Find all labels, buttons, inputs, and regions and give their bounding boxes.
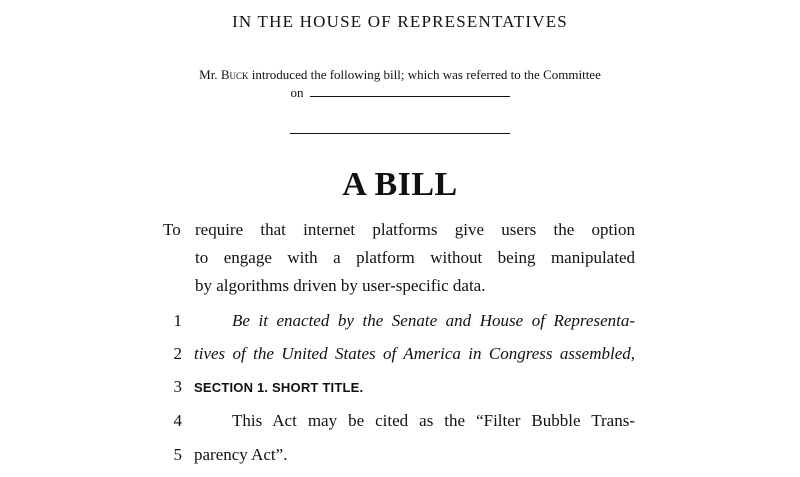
purpose-line-2: to engage with a platform without being manipulated — [195, 248, 635, 267]
bill-title: A BILL — [342, 166, 458, 203]
header-separator — [290, 133, 510, 134]
numbered-line-1 — [0, 311, 800, 341]
line-number: 4 — [173, 411, 182, 430]
introduction-paragraph — [160, 66, 640, 102]
numbered-line-5 — [0, 445, 800, 475]
enacting-clause-line-1: Be it enacted by the Senate and House of Representa- — [232, 311, 635, 330]
short-title-line-1: This Act may be cited as the “Filter Bubble Trans- — [232, 411, 635, 430]
bill-purpose — [163, 216, 635, 300]
numbered-line-3 — [0, 377, 800, 407]
line-number: 1 — [173, 311, 182, 330]
purpose-line-1 — [163, 216, 635, 244]
section-heading: SECTION 1. SHORT TITLE. — [194, 380, 364, 395]
sponsor-prefix: Mr. — [199, 67, 218, 82]
purpose-line-1-text: require that internet platforms give users the option — [195, 220, 635, 239]
committee-on-label: on — [290, 85, 304, 100]
purpose-line-3: by algorithms driven by user-specific data. — [195, 276, 486, 295]
purpose-lead: To — [163, 220, 181, 239]
chamber-heading: IN THE HOUSE OF REPRESENTATIVES — [232, 12, 568, 31]
numbered-line-2 — [0, 344, 800, 374]
introduction-text: introduced the following bill; which was referred to the Committee — [251, 67, 601, 82]
sponsor-name: Buck — [220, 67, 249, 82]
line-number: 5 — [173, 445, 182, 464]
short-title-line-2: parency Act”. — [194, 445, 288, 464]
line-number: 3 — [173, 377, 182, 396]
enacting-clause-line-2: tives of the United States of America in Congress assembled, — [194, 344, 635, 363]
committee-blank-line — [310, 84, 510, 97]
line-number: 2 — [173, 344, 182, 363]
numbered-line-4 — [0, 411, 800, 441]
